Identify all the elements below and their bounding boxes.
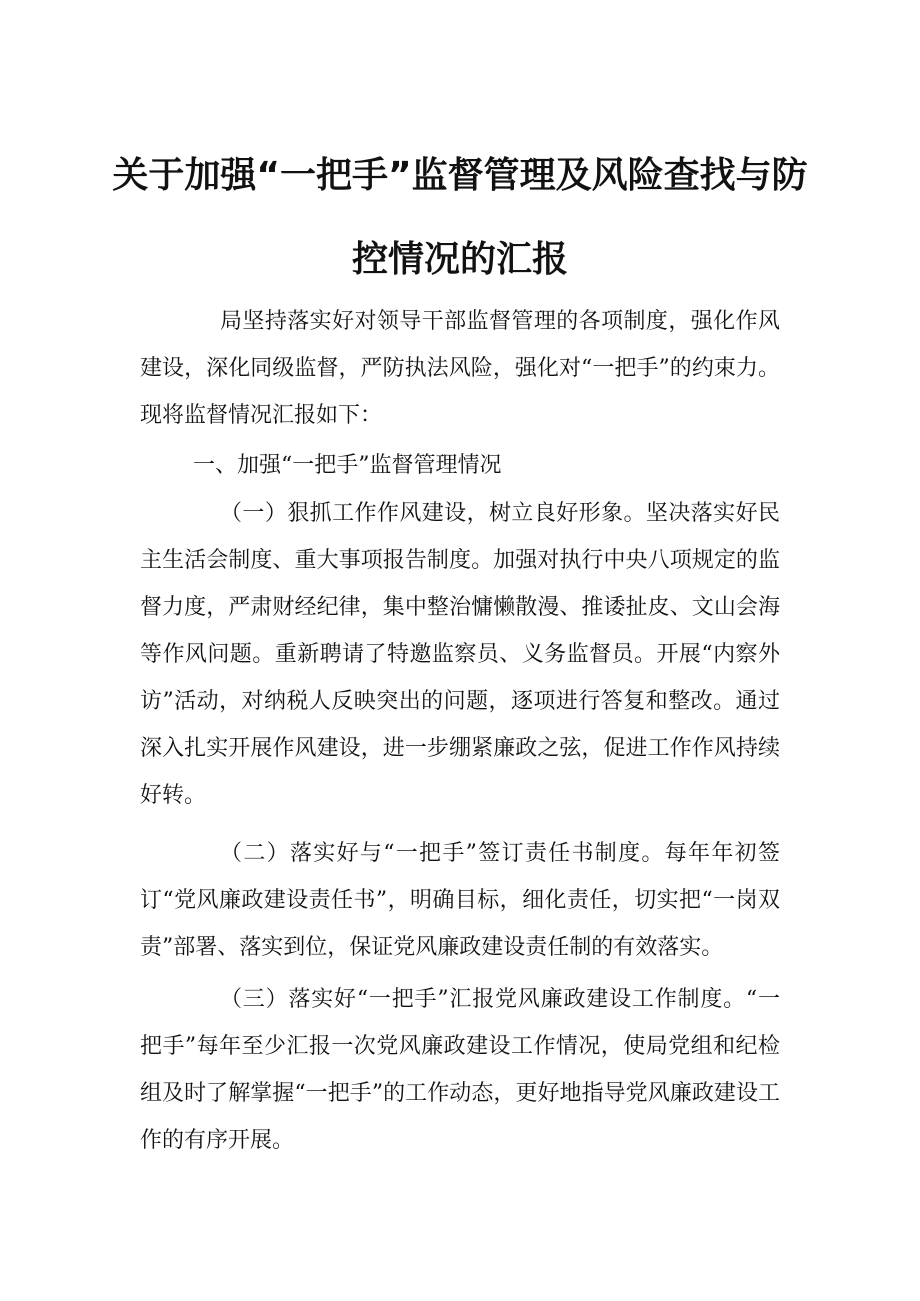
subsection-3-paragraph: （三）落实好“一把手”汇报党风廉政建设工作制度。“一把手”每年至少汇报一次党风廉政建设工作情况，使局党组和纪检组及时了解掌握“一把手”的工作动态，更好地指导党风廉政建设工作的有序开展。 — [140, 987, 780, 1153]
intro-paragraph: 局坚持落实好对领导干部监督管理的各项制度，强化作风建设，深化同级监督，严防执法风险，强化对“一把手”的约束力。现将监督情况汇报如下： — [140, 309, 780, 428]
subsection-1-paragraph: （一）狠抓工作作风建设，树立良好形象。坚决落实好民主生活会制度、重大事项报告制度。加强对执行中央八项规定的监督力度，严肃财经纪律，集中整治慵懒散漫、推诿扯皮、文山会海等作风问题。重新聘请了特邀监察员、义务监督员。开展“内察外访”活动，对纳税人反映突出的问题，逐项进行答复和整改。通过深入扎实开展作风建设，进一步绷紧廉政之弦，促进工作作风持续好转。 — [140, 501, 780, 808]
subsection-2-paragraph: （二）落实好与“一把手”签订责任书制度。每年年初签订“党风廉政建设责任书”，明确目标，细化责任，切实把“一岗双责”部署、落实到位，保证党风廉政建设责任制的有效落实。 — [140, 841, 780, 960]
document-title-line-2: 控情况的汇报 — [351, 239, 568, 280]
document-title-line-1: 关于加强“一把手”监督管理及风险查找与防 — [112, 155, 808, 196]
section-1-heading: 一、加强“一把手”监督管理情况 — [193, 453, 502, 478]
